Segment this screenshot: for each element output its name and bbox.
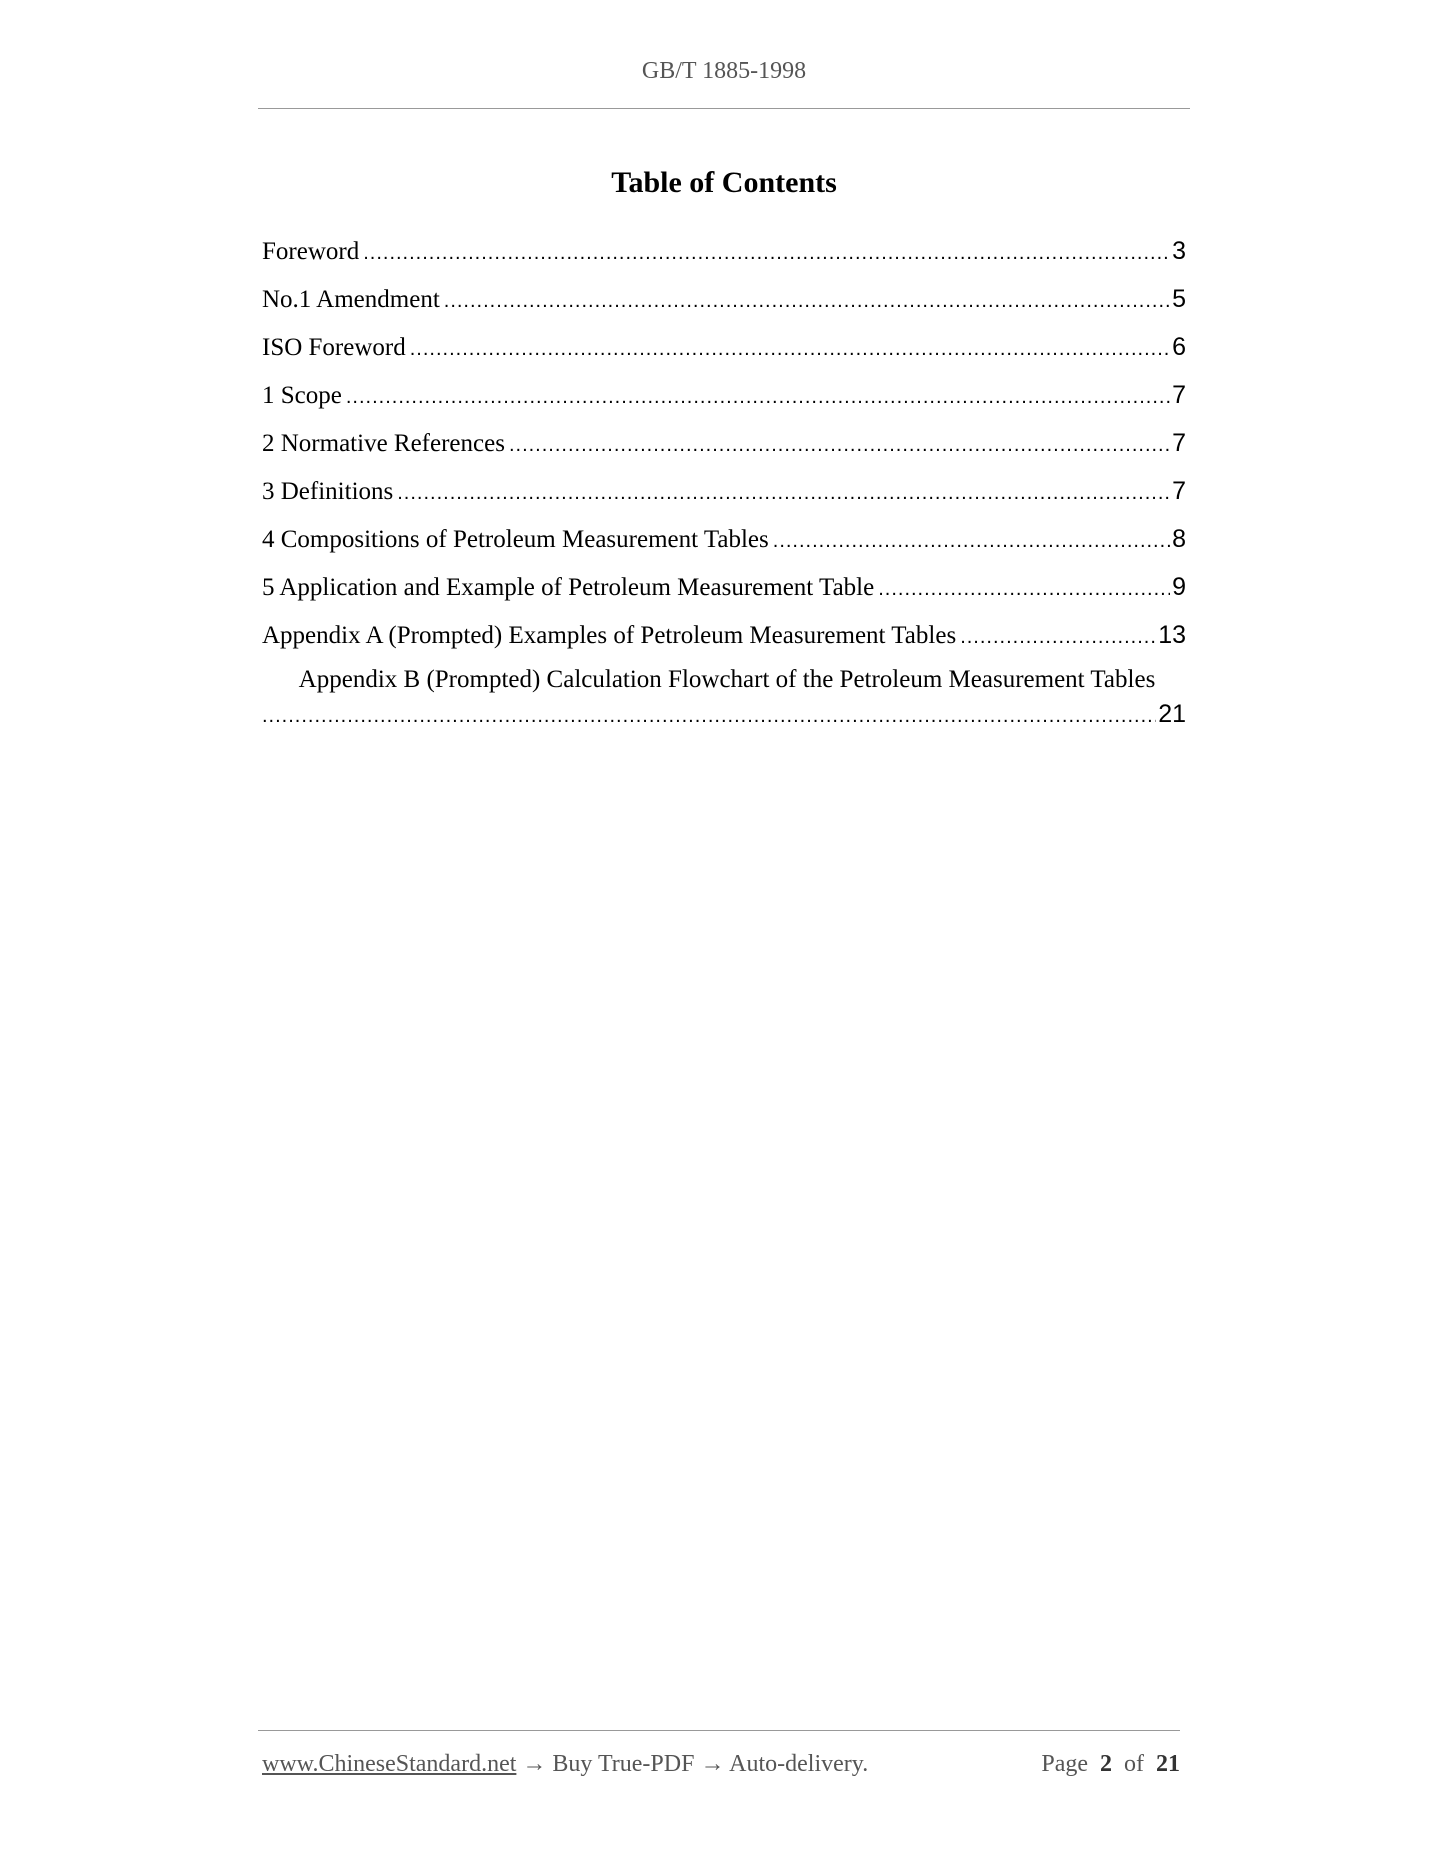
toc-entry-label: Appendix B (Prompted) Calculation Flowchart of the Petroleum Measurement Tables <box>298 666 1156 693</box>
toc-entry-leader-line <box>262 697 1186 733</box>
page-number <box>1041 1751 1180 1778</box>
toc-leader-dots <box>773 521 1170 561</box>
toc-entry-label: 1 Scope <box>262 382 342 409</box>
toc-entry-page: 3 <box>1172 237 1186 265</box>
toc-entry-label: ISO Foreword <box>262 334 406 361</box>
page-current: 2 <box>1100 1751 1112 1777</box>
header-divider <box>258 108 1190 109</box>
site-link[interactable]: www.ChineseStandard.net <box>262 1751 517 1777</box>
toc-list <box>262 231 1186 733</box>
page-total: 21 <box>1156 1751 1180 1777</box>
toc-entry[interactable] <box>262 279 1186 327</box>
toc-leader-dots <box>878 569 1170 609</box>
toc-entry-page: 6 <box>1172 333 1186 361</box>
toc-entry[interactable] <box>262 519 1186 567</box>
footer-divider <box>258 1730 1180 1731</box>
toc-entry-page: 7 <box>1172 477 1186 505</box>
toc-leader-dots <box>444 281 1170 321</box>
running-header: GB/T 1885-1998 <box>641 58 807 84</box>
toc-entry-page: 8 <box>1172 525 1186 553</box>
footer-left <box>262 1751 868 1778</box>
toc-entry-page: 13 <box>1158 621 1186 649</box>
arrow-icon: → <box>522 1751 547 1777</box>
toc-leader-dots <box>960 617 1156 657</box>
toc-leader-dots <box>509 425 1170 465</box>
toc-entry-page: 7 <box>1172 381 1186 409</box>
toc-leader-dots <box>346 377 1170 417</box>
toc-entry[interactable] <box>262 615 1186 663</box>
toc-leader-dots <box>410 329 1170 369</box>
page-footer <box>262 1751 1180 1778</box>
toc-entry-label: 3 Definitions <box>262 478 394 505</box>
toc-entry[interactable] <box>262 567 1186 615</box>
toc-entry-label: 5 Application and Example of Petroleum Measurement Table <box>262 574 875 601</box>
toc-entry-label: 2 Normative References <box>262 430 505 457</box>
toc-entry-label: Appendix A (Prompted) Examples of Petroleum Measurement Tables <box>262 622 957 649</box>
toc-entry[interactable] <box>262 327 1186 375</box>
toc-entry-page: 9 <box>1172 573 1186 601</box>
toc-entry-page: 7 <box>1172 429 1186 457</box>
page-word: Page <box>1041 1751 1088 1777</box>
toc-entry-label: Foreword <box>262 238 360 265</box>
toc-entry[interactable] <box>262 471 1186 519</box>
of-word: of <box>1124 1751 1144 1777</box>
toc-entry-label: No.1 Amendment <box>262 286 440 313</box>
toc-title: Table of Contents <box>611 166 837 199</box>
arrow-icon: → <box>700 1751 725 1777</box>
toc-entry[interactable] <box>262 423 1186 471</box>
toc-entry-label: 4 Compositions of Petroleum Measurement Tables <box>262 526 769 553</box>
toc-entry[interactable] <box>262 375 1186 423</box>
buy-text: Buy True-PDF <box>552 1751 695 1777</box>
toc-leader-dots <box>363 233 1170 273</box>
toc-entry[interactable] <box>262 663 1186 733</box>
toc-leader-dots <box>262 699 1156 733</box>
toc-entry-page: 21 <box>1158 700 1186 728</box>
toc-leader-dots <box>397 473 1170 513</box>
toc-entry[interactable] <box>262 231 1186 279</box>
toc-entry-page: 5 <box>1172 285 1186 313</box>
delivery-text: Auto-delivery. <box>729 1751 869 1777</box>
